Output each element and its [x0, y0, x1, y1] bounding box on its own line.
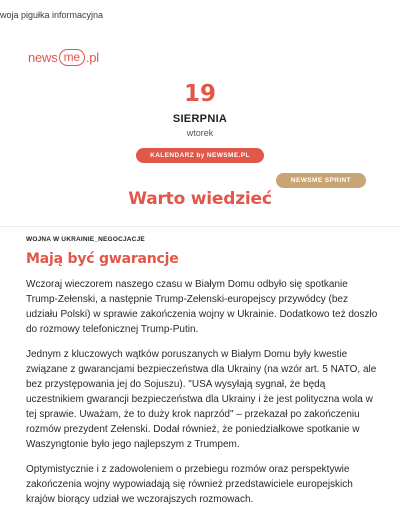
newsme-sprint-button[interactable]: NEWSME SPRINT — [276, 173, 366, 188]
logo-text-me: me — [59, 49, 85, 66]
article — [26, 236, 378, 517]
newsletter-tagline: woja pigułka informacyjna — [0, 10, 104, 20]
article-paragraph: Wczoraj wieczorem naszego czasu w Białym Domu odbyło się spotkanie Trump-Zełenski, a następnie Trump-Zełenski-europejscy przywódcy (bez udziału Polski) w sprawie zakończenia wojny w Ukrainie. Dodatkowo też doszło do rozmowy telefonicznej Trump-Putin. — [26, 279, 378, 335]
article-headline: Mają być gwarancje — [26, 251, 179, 267]
newsme-logo[interactable] — [28, 49, 99, 66]
article-paragraph: Optymistycznie i z zadowoleniem o przebiegu rozmów oraz perspektywie zakończenia wojny wypowiadają się również przedstawiciele europejskich krajów biorący udział we wczorajszych rozmowach. — [26, 464, 353, 505]
section-divider — [0, 226, 400, 227]
date-month: SIERPNIA — [172, 113, 228, 125]
date-block — [0, 80, 400, 163]
date-day: 19 — [183, 81, 216, 107]
logo-text-news: news — [28, 50, 58, 65]
calendar-button[interactable]: KALENDARZ by NEWSME.PL — [136, 148, 264, 163]
article-paragraph: Jednym z kluczowych wątków poruszanych w Białym Domu były kwestie związane z gwarancjami bezpieczeństwa dla Ukrainy (na wzór art. 5 NATO, ale bez przystępowania jej do Sojuszu). "USA wysyłają sygnał, że będą uczestnikiem gwarancji bezpieczeństwa dla Ukrainy i że jest polityczna wola w tej sprawie. Uważam, że to duży krok naprzód" – przekazał po zakończeniu rozmów prezydent Zełenski. Dodał również, że poniedziałkowe spotkanie w Waszyngtonie było jego najlepszym z Trumpem. — [26, 349, 377, 450]
logo-text-pl: .pl — [85, 50, 99, 65]
date-weekday: wtorek — [186, 128, 214, 138]
article-tag: WOJNA W UKRAINIE_NEGOCJACJE — [26, 236, 145, 243]
section-title: Warto wiedzieć — [128, 189, 272, 209]
